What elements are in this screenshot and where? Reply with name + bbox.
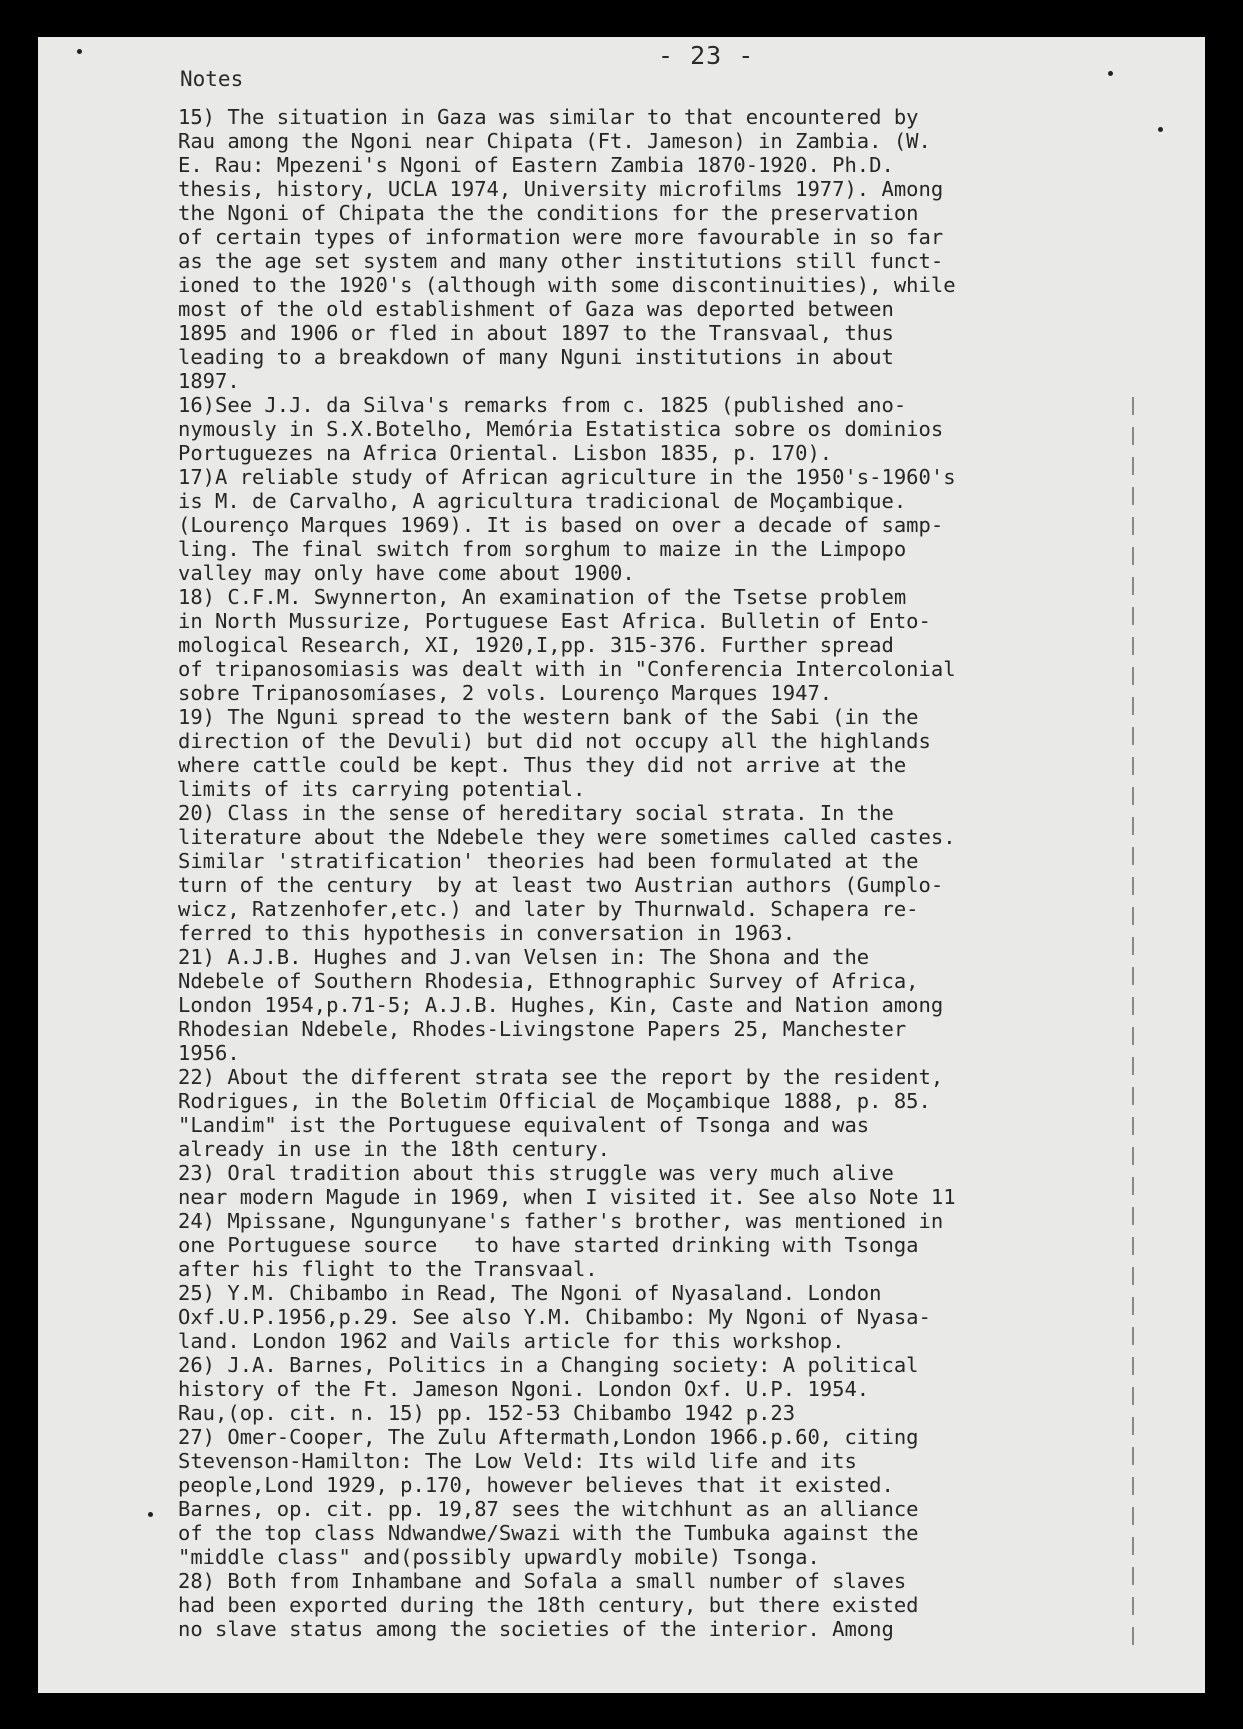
speck <box>148 1512 153 1517</box>
text-line: ling. The final switch from sorghum to maize in the Limpopo <box>178 537 907 561</box>
text-line: 20) Class in the sense of hereditary social strata. In the <box>178 801 894 825</box>
text-line: Ndebele of Southern Rhodesia, Ethnographic Survey of Africa, <box>178 969 919 993</box>
text-line: 25) Y.M. Chibambo in Read, The Ngoni of Nyasaland. London <box>178 1281 882 1305</box>
text-line: 28) Both from Inhambane and Sofala a small number of slaves <box>178 1569 907 1593</box>
text-line: of tripanosomiasis was dealt with in "Conferencia Intercolonial <box>178 657 956 681</box>
text-line: 1895 and 1906 or fled in about 1897 to the Transvaal, thus <box>178 321 894 345</box>
text-line: 17)A reliable study of African agriculture in the 1950's-1960's <box>178 465 956 489</box>
text-line: Portuguezes na Africa Oriental. Lisbon 1835, p. 170). <box>178 441 833 465</box>
text-line: Oxf.U.P.1956,p.29. See also Y.M. Chibambo: My Ngoni of Nyasa- <box>178 1305 931 1329</box>
text-line: (Lourenço Marques 1969). It is based on over a decade of samp- <box>178 513 944 537</box>
text-line: no slave status among the societies of the interior. Among <box>178 1617 894 1641</box>
text-line: 18) C.F.M. Swynnerton, An examination of the Tsetse problem <box>178 585 907 609</box>
text-line: one Portuguese source to have started drinking with Tsonga <box>178 1233 919 1257</box>
text-line: Rodrigues, in the Boletim Official de Moçambique 1888, p. 85. <box>178 1089 931 1113</box>
text-line: is M. de Carvalho, A agricultura tradicional de Moçambique. <box>178 489 907 513</box>
text-line: mological Research, XI, 1920,I,pp. 315-376. Further spread <box>178 633 894 657</box>
text-line: 15) The situation in Gaza was similar to that encountered by <box>178 105 919 129</box>
text-line: history of the Ft. Jameson Ngoni. London Oxf. U.P. 1954. <box>178 1377 870 1401</box>
text-line: 24) Mpissane, Ngungunyane's father's brother, was mentioned in <box>178 1209 944 1233</box>
text-line: where cattle could be kept. Thus they did not arrive at the <box>178 753 907 777</box>
text-line: valley may only have come about 1900. <box>178 561 635 585</box>
text-line: land. London 1962 and Vails article for this workshop. <box>178 1329 845 1353</box>
margin-line <box>1132 397 1134 1647</box>
text-line: 16)See J.J. da Silva's remarks from c. 1825 (published ano- <box>178 393 907 417</box>
text-line: had been exported during the 18th century, but there existed <box>178 1593 919 1617</box>
text-line: people,Lond 1929, p.170, however believes that it existed. <box>178 1473 894 1497</box>
text-line: E. Rau: Mpezeni's Ngoni of Eastern Zambia 1870-1920. Ph.D. <box>178 153 894 177</box>
notes-body <box>178 105 1188 1641</box>
text-line: 27) Omer-Cooper, The Zulu Aftermath,London 1966.p.60, citing <box>178 1425 919 1449</box>
text-line: London 1954,p.71-5; A.J.B. Hughes, Kin, Caste and Nation among <box>178 993 944 1017</box>
text-line: of certain types of information were more favourable in so far <box>178 225 944 249</box>
document-page <box>38 37 1205 1693</box>
text-line: direction of the Devuli) but did not occupy all the highlands <box>178 729 931 753</box>
text-line: thesis, history, UCLA 1974, University microfilms 1977). Among <box>178 177 944 201</box>
text-line: Rhodesian Ndebele, Rhodes-Livingstone Papers 25, Manchester <box>178 1017 907 1041</box>
text-line: 19) The Nguni spread to the western bank of the Sabi (in the <box>178 705 919 729</box>
text-line: Rau among the Ngoni near Chipata (Ft. Jameson) in Zambia. (W. <box>178 129 931 153</box>
text-line: limits of its carrying potential. <box>178 777 586 801</box>
text-line: 22) About the different strata see the report by the resident, <box>178 1065 944 1089</box>
text-line: 26) J.A. Barnes, Politics in a Changing society: A political <box>178 1353 919 1377</box>
text-line: as the age set system and many other institutions still funct- <box>178 249 944 273</box>
page-number: - 23 - <box>658 41 755 70</box>
text-line: nymously in S.X.Botelho, Memória Estatistica sobre os dominios <box>178 417 944 441</box>
text-line: 23) Oral tradition about this struggle was very much alive <box>178 1161 894 1185</box>
text-line: literature about the Ndebele they were sometimes called castes. <box>178 825 956 849</box>
notes-heading: Notes <box>180 67 244 91</box>
text-line: Barnes, op. cit. pp. 19,87 sees the witchhunt as an alliance <box>178 1497 919 1521</box>
text-line: 21) A.J.B. Hughes and J.van Velsen in: The Shona and the <box>178 945 870 969</box>
text-line: "middle class" and(possibly upwardly mobile) Tsonga. <box>178 1545 820 1569</box>
text-line: 1956. <box>178 1041 240 1065</box>
speck <box>1108 71 1113 76</box>
speck <box>77 49 82 54</box>
text-line: ioned to the 1920's (although with some discontinuities), while <box>178 273 956 297</box>
text-line: near modern Magude in 1969, when I visited it. See also Note 11 <box>178 1185 956 1209</box>
text-line: the Ngoni of Chipata the the conditions for the preservation <box>178 201 919 225</box>
text-line: in North Mussurize, Portuguese East Africa. Bulletin of Ento- <box>178 609 931 633</box>
speck <box>1158 127 1163 132</box>
text-line: Similar 'stratification' theories had been formulated at the <box>178 849 919 873</box>
text-line: after his flight to the Transvaal. <box>178 1257 598 1281</box>
text-line: already in use in the 18th century. <box>178 1137 610 1161</box>
text-line: leading to a breakdown of many Nguni institutions in about <box>178 345 894 369</box>
text-line: ferred to this hypothesis in conversation in 1963. <box>178 921 796 945</box>
text-line: sobre Tripanosomíases, 2 vols. Lourenço Marques 1947. <box>178 681 833 705</box>
text-line: wicz, Ratzenhofer,etc.) and later by Thurnwald. Schapera re- <box>178 897 919 921</box>
text-line: 1897. <box>178 369 240 393</box>
text-line: Stevenson-Hamilton: The Low Veld: Its wild life and its <box>178 1449 857 1473</box>
text-line: "Landim" ist the Portuguese equivalent of Tsonga and was <box>178 1113 870 1137</box>
text-line: Rau,(op. cit. n. 15) pp. 152-53 Chibambo 1942 p.23 <box>178 1401 796 1425</box>
text-line: turn of the century by at least two Austrian authors (Gumplo- <box>178 873 944 897</box>
text-line: most of the old establishment of Gaza was deported between <box>178 297 894 321</box>
text-line: of the top class Ndwandwe/Swazi with the Tumbuka against the <box>178 1521 919 1545</box>
